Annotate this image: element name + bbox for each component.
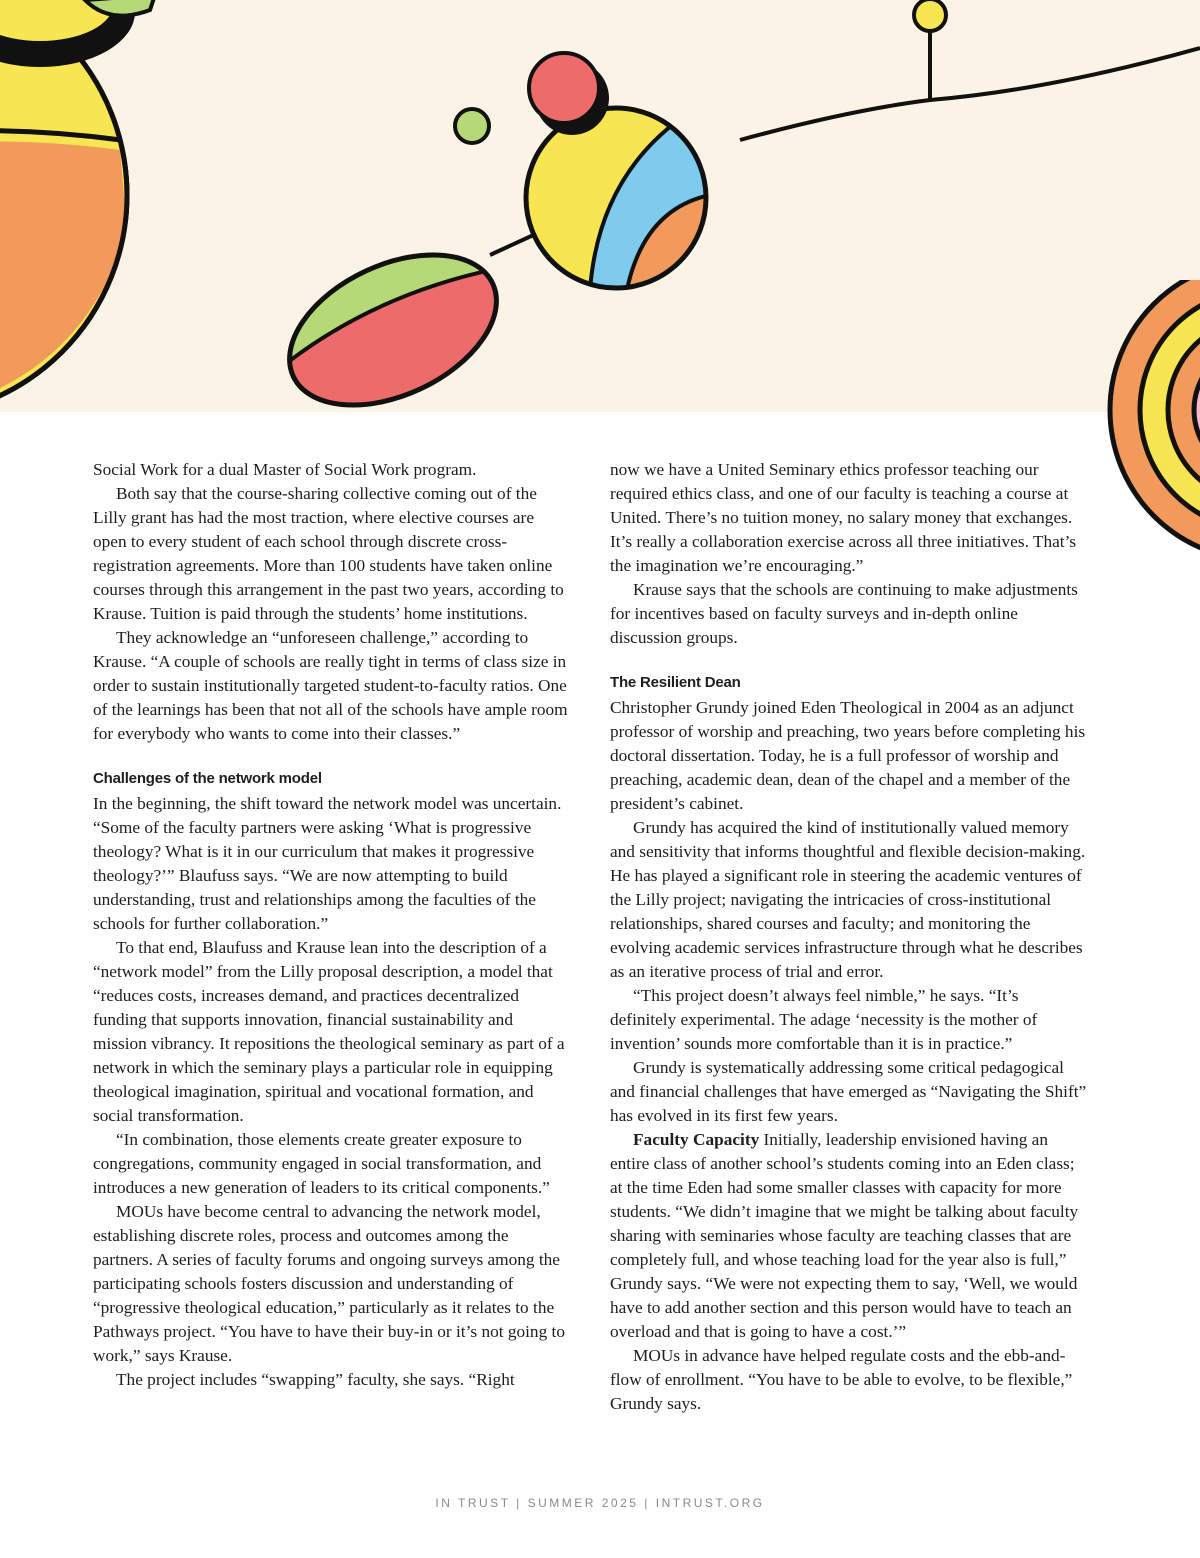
small-yellow-dot xyxy=(914,0,946,31)
paragraph: “In combination, those elements create greater exposure to congregations, community engaged in social transformation, and introduces a new generation of leaders to its critical components.” xyxy=(93,1130,550,1197)
header-illustration xyxy=(0,0,1200,412)
paragraph: Both say that the course-sharing collective coming out of the Lilly grant has had the most traction, where elective courses are open to every student of each school through discrete cross-registration agreements. More than 100 students have taken online courses through this arrangement in the past two years, according to Krause. Tuition is paid through the students’ home institutions. xyxy=(93,484,564,623)
abstract-planets-illustration xyxy=(0,0,1200,412)
page-footer: IN TRUST | SUMMER 2025 | INTRUST.ORG xyxy=(435,1496,765,1510)
paragraph: MOUs in advance have helped regulate costs and the ebb-and-flow of enrollment. “You have to be able to evolve, to be flexible,” Grundy says. xyxy=(610,1346,1073,1413)
section-heading: The Resilient Dean xyxy=(610,674,741,691)
paragraph: “This project doesn’t always feel nimble,” he says. “It’s definitely experimental. The adage ‘necessity is the mother of invention’ sounds more comfortable than it is in practice.” xyxy=(610,986,1038,1053)
paragraph: Krause says that the schools are continuing to make adjustments for incentives based on faculty surveys and in-depth online discussion groups. xyxy=(610,580,1078,647)
paragraph: now we have a United Seminary ethics professor teaching our required ethics class, and one of our faculty is teaching a course at United. There’s no tuition money, no salary money that exchanges. It’s really a collaboration exercise across all three initiatives. That’s the imagination we’re encouraging.” xyxy=(610,460,1077,575)
paragraph: To that end, Blaufuss and Krause lean into the description of a “network model” from the Lilly proposal description, a model that “reduces costs, increases demand, and practices decentralized funding that supports innovation, financial sustainability and mission vibrancy. It repositions the theological seminary as part of a network in which the seminary plays a particular role in equipping theological imagination, spiritual and vocational formation, and social transformation. xyxy=(93,938,565,1125)
paragraph: Social Work for a dual Master of Social Work program. xyxy=(93,460,477,479)
small-green-dot xyxy=(455,109,489,143)
section-heading: Challenges of the network model xyxy=(93,770,322,787)
paragraph: Grundy has acquired the kind of institutionally valued memory and sensitivity that informs thoughtful and flexible decision-making. He has played a significant role in steering the academic ventures of the Lilly project; navigating the intricacies of cross-institutional relationships, shared courses and faculty; and monitoring the evolving academic services infrastructure through what he describes as an iterative process of trial and error. xyxy=(610,818,1086,981)
paragraph: The project includes “swapping” faculty, she says. “Right xyxy=(116,1370,515,1389)
left-planet xyxy=(0,0,155,412)
paragraph: They acknowledge an “unforeseen challenge,” according to Krause. “A couple of schools are really tight in terms of class size in order to sustain institutionally targeted student-to-faculty ratios. One of the learnings has been that not all of the schools have ample room for everybody who wants to come into their classes.” xyxy=(93,628,568,743)
left-text-column xyxy=(93,458,571,1392)
concentric-rings-art xyxy=(1100,280,1200,580)
ellipse-planet xyxy=(248,204,536,412)
paragraph: In the beginning, the shift toward the network model was uncertain. “Some of the faculty partners were asking ‘What is progressive theology? What is it in our curriculum that makes it progressive theology?’” Blaufuss says. “We are now attempting to build understanding, trust and relationships among the faculties of the schools for further collaboration.” xyxy=(93,794,562,933)
paragraph: MOUs have become central to advancing the network model, establishing discrete roles, process and outcomes among the partners. A series of faculty forums and ongoing surveys among the participating schools fosters discussion and understanding of “progressive theological education,” particularly as it relates to the Pathways project. “You have to have their buy-in or it’s not going to work,” says Krause. xyxy=(93,1202,565,1365)
paragraph: Christopher Grundy joined Eden Theological in 2004 as an adjunct professor of worship and preaching, two years before completing his doctoral dissertation. Today, he is a full professor of worship and preaching, academic dean, dean of the chapel and a member of the president’s cabinet. xyxy=(610,698,1086,813)
paragraph: Grundy is systematically addressing some critical pedagogical and financial challenges that have emerged as “Navigating the Shift” has evolved in its first few years. xyxy=(610,1058,1087,1125)
right-text-column xyxy=(610,458,1088,1416)
center-planet xyxy=(526,53,720,300)
paragraph xyxy=(610,1128,1088,1344)
run-in-heading: Faculty Capacity xyxy=(633,1130,760,1149)
paragraph-text: Initially, leadership envisioned having an entire class of another school’s students coming into an Eden class; at the time Eden had some smaller classes with capacity for more students. “We didn’t imagine that we might be talking about faculty sharing with seminaries whose faculty are teaching classes that are completely full, and whose teaching load for the year also is full,” Grundy says. “We were not expecting them to say, ‘Well, we would have to add another section and this person would have to teach an overload and that is going to have a cost.’” xyxy=(610,1130,1079,1341)
